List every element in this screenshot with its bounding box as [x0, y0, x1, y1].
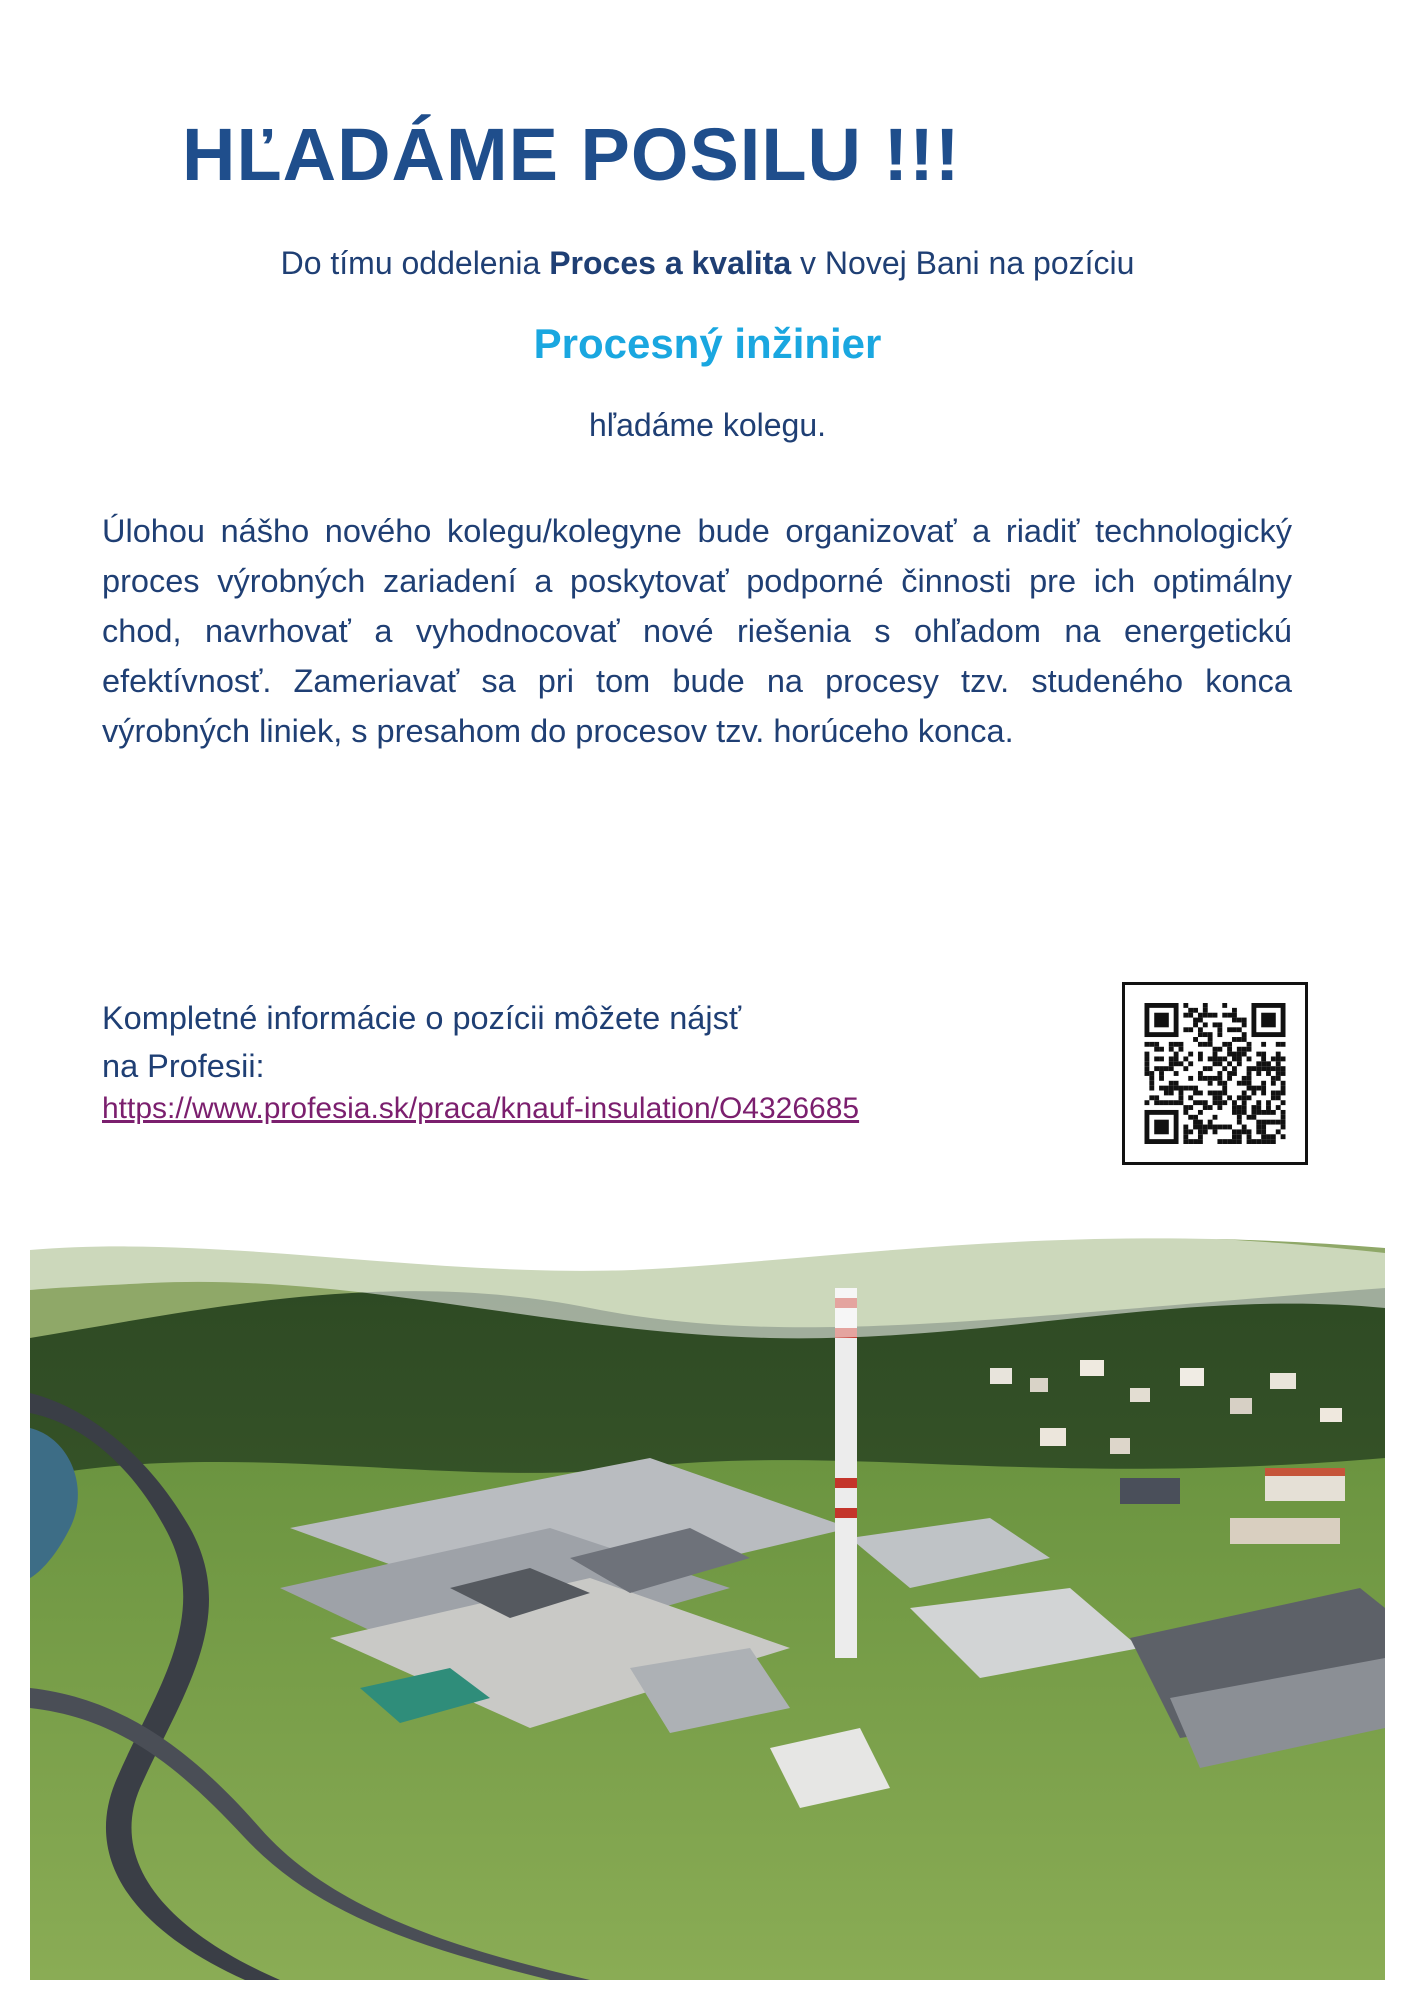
profesia-link[interactable]: https://www.profesia.sk/praca/knauf-insulation/O4326685 [102, 1092, 860, 1125]
headline: HĽADÁME POSILU !!! [182, 113, 961, 196]
department-name: Proces a kvalita [549, 245, 792, 281]
qr-code-graphic [1143, 1003, 1287, 1144]
intro-after: v Novej Bani na pozíciu [791, 245, 1135, 281]
looking-for-text: hľadáme kolegu. [588, 407, 827, 443]
job-description: Úlohou nášho nového kolegu/kolegyne bude organizovať a riadiť technologický proces výrobných zariadení a poskytovať podporné činnosti pre ich optimálny chod, navrhovať a vyhodnocovať nové riešenia s ohľadom na energetickú efektívnosť. Zameriavať sa pri tom bude na procesy tzv. studeného konca výrobných liniek, s presahom do procesov tzv. horúceho konca. [102, 513, 1292, 749]
info-line-2: na Profesii: [102, 1048, 265, 1084]
position-title: Procesný inžinier [533, 320, 882, 367]
chimney [835, 1288, 857, 1658]
info-line-1: Kompletné informácie o pozícii môžete nájsť [102, 1000, 742, 1036]
qr-code-icon[interactable] [1122, 982, 1308, 1165]
intro-line [0, 245, 1415, 282]
info-text [102, 994, 902, 1090]
factory-aerial-photo [30, 1228, 1385, 1980]
intro-before: Do tímu oddelenia [280, 245, 550, 281]
factory-illustration [30, 1228, 1385, 1980]
